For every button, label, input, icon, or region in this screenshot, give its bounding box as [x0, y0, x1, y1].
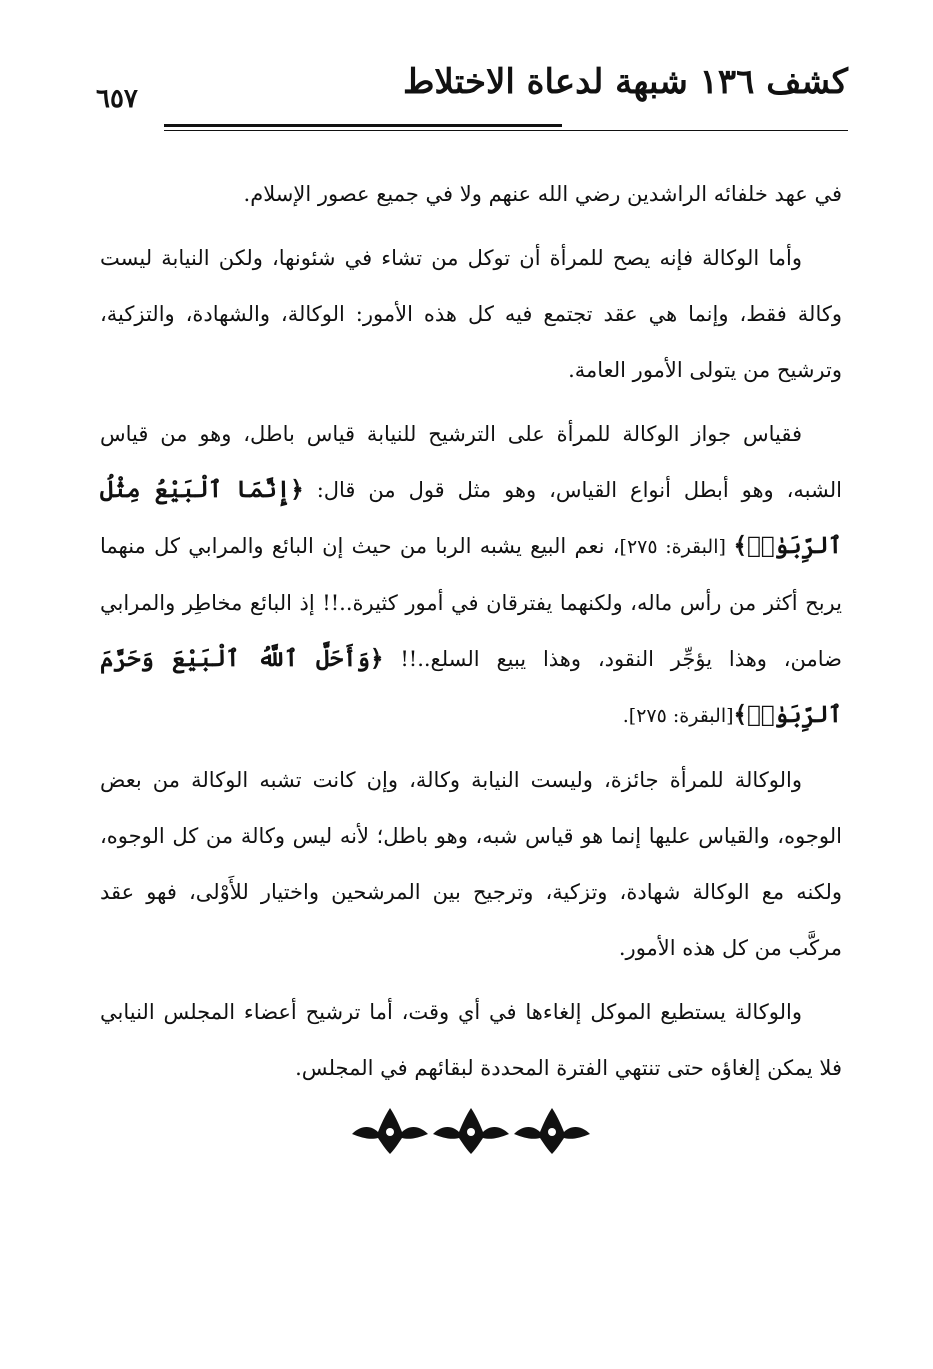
paragraph-3 — [100, 406, 842, 744]
quran-verse-1: ﴿إِنَّمَا ٱلْبَيْعُ مِثْلُ ٱلرِّبَوٰا۟﴾ — [100, 476, 842, 559]
verse-reference-1: [البقرة: ٢٧٥] — [619, 536, 734, 558]
header-rule-thin — [164, 130, 848, 131]
paragraph-3-intro: فقياس جواز الوكالة للمرأة على الترشيح للنيابة قياس باطل، وهو من قياس الشبه، وهو أبطل أنواع القياس، وهو مثل قول من قال: — [100, 422, 842, 502]
page-number: ٦٥٧ — [96, 84, 138, 114]
verse-reference-2: [البقرة: ٢٧٥]. — [622, 705, 734, 727]
book-title: كشف ١٣٦ شبهة لدعاة الاختلاط — [402, 62, 848, 102]
paragraph-2: وأما الوكالة فإنه يصح للمرأة أن توكل من تشاء في شئونها، ولكن النيابة ليست وكالة فقط، وإنما هي عقد تجتمع فيه كل هذه الأمور: الوكالة، والشهادة، والتزكية، وترشيح من يتولى الأمور العامة. — [100, 246, 842, 382]
page-header — [96, 60, 848, 130]
header-rule — [164, 124, 562, 127]
quran-verse-2: ﴿وَأَحَلَّ ٱللَّهُ ٱلْبَيْعَ وَحَرَّمَ ٱلرِّبَوٰا۟﴾ — [100, 645, 842, 728]
main-text — [100, 166, 842, 1104]
floral-divider-icon — [348, 1100, 594, 1160]
paragraph-1: في عهد خلفائه الراشدين رضي الله عنهم ولا في جميع عصور الإسلام. — [243, 182, 842, 206]
paragraph-3-middle: ، نعم البيع يشبه الربا من حيث إن البائع والمرابي كل منهما يربح أكثر من رأس ماله، ولكنهما يفترقان في أمور كثيرة..!! إذ البائع مخاطِر والمرابي ضامن، وهذا يؤجِّر النقود، وهذا يبيع السلع..!! — [100, 534, 842, 671]
paragraph-4: والوكالة للمرأة جائزة، وليست النيابة وكالة، وإن كانت تشبه الوكالة من بعض الوجوه، والقياس عليها إنما هو قياس شبه، وهو باطل؛ لأنه ليس وكالة من كل الوجوه، ولكنه مع الوكالة شهادة، وتزكية، وترجيح بين المرشحين واختيار للأَوْلى، فهو عقد مركَّب من كل هذه الأمور. — [100, 768, 842, 960]
paragraph-5: والوكالة يستطيع الموكل إلغاءها في أي وقت، أما ترشيح أعضاء المجلس النيابي فلا يمكن إلغاؤه حتى تنتهي الفترة المحددة لبقائهم في المجلس. — [100, 1000, 842, 1080]
